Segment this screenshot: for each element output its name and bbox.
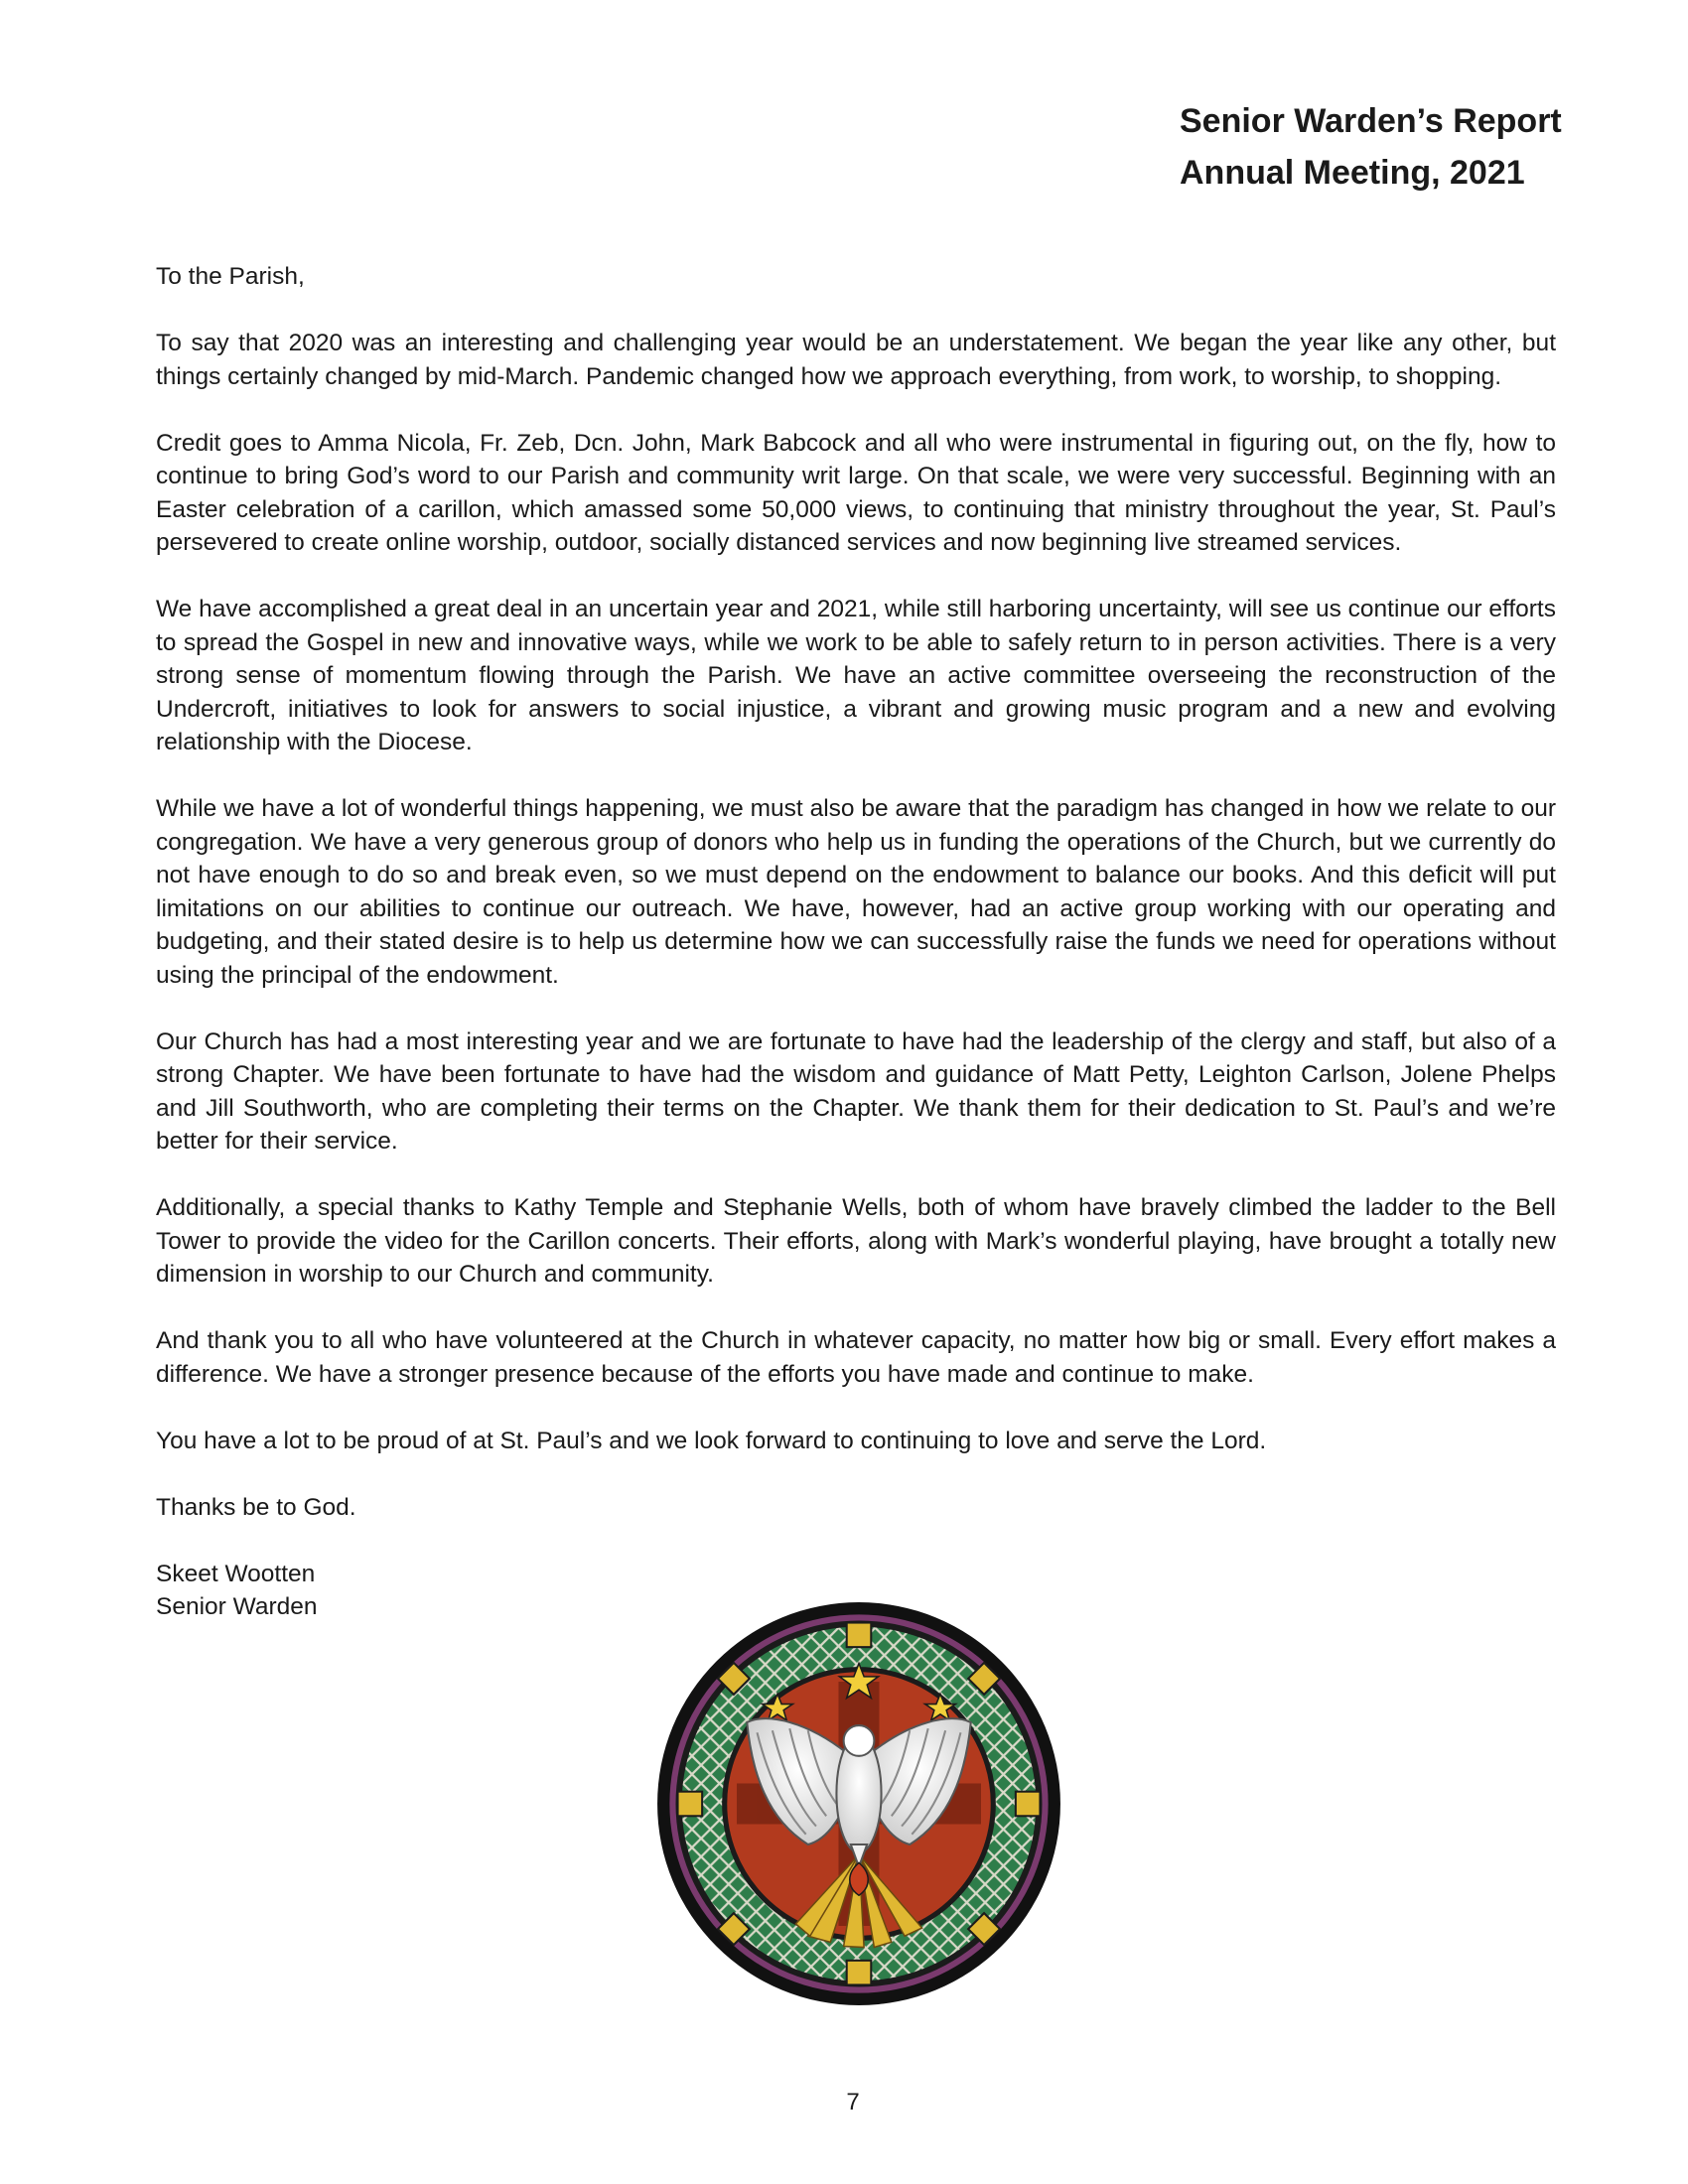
paragraph: And thank you to all who have volunteered at the Church in whatever capacity, no matter how big or small. Every effort makes a difference. We have a stronger presence because of the efforts you have made and continue to make. [156, 1327, 1556, 1388]
report-subtitle: Annual Meeting, 2021 [1180, 154, 1525, 192]
page-number: 7 [846, 2089, 860, 2116]
paragraph: You have a lot to be proud of at St. Paul’s and we look forward to continuing to love and serve the Lord. [156, 1427, 1267, 1454]
paragraph: We have accomplished a great deal in an uncertain year and 2021, while still harboring uncertainty, will see us continue our efforts to spread the Gospel in new and innovative ways, while we work to be able to safely return to in person activities. There is a very strong sense of momentum flowing through the Parish. We have an active committee overseeing the reconstruction of the Undercroft, initiatives to look for answers to social injustice, a vibrant and growing music program and a new and evolving relationship with the Diocese. [156, 596, 1556, 755]
signature-name: Skeet Wootten [156, 1560, 316, 1587]
paragraph: Credit goes to Amma Nicola, Fr. Zeb, Dcn. John, Mark Babcock and all who were instrumental in figuring out, on the fly, how to continue to bring God’s word to our Parish and community writ large. On that scale, we were very successful. Beginning with an Easter celebration of a carillon, which amassed some 50,000 views, to continuing that ministry throughout the year, St. Paul’s persevered to create online worship, outdoor, socially distanced services and now beginning live streamed services. [156, 429, 1556, 556]
paragraph: While we have a lot of wonderful things happening, we must also be aware that the paradigm has changed in how we relate to our congregation. We have a very generous group of donors who help us in funding the operations of the Church, but we currently do not have enough to do so and break even, so we must depend on the endowment to balance our books. And this deficit will put limitations on our abilities to continue our outreach. We have, however, had an active group working with our operating and budgeting, and their stated desire is to help us determine how we can successfully raise the funds we need for operations without using the principal of the endowment. [156, 795, 1556, 989]
dove-stained-glass-icon [655, 1600, 1062, 2007]
paragraph: To say that 2020 was an interesting and challenging year would be an understatement. We began the year like any other, but things certainly changed by mid-March. Pandemic changed how we approach everything, from work, to worship, to shopping. [156, 330, 1556, 390]
closing: Thanks be to God. [156, 1493, 356, 1521]
report-header [1180, 95, 1656, 199]
paragraph: Our Church has had a most interesting year and we are fortunate to have had the leadership of the clergy and staff, but also of a strong Chapter. We have been fortunate to have had the wisdom and guidance of Matt Petty, Leighton Carlson, Jolene Phelps and Jill Southworth, who are completing their terms on the Chapter. We thank them for their dedication to St. Paul’s and we’re better for their service. [156, 1027, 1556, 1155]
letter-body [156, 260, 1556, 1624]
report-title: Senior Warden’s Report [1180, 102, 1562, 140]
salutation: To the Parish, [156, 263, 305, 290]
paragraph: Additionally, a special thanks to Kathy Temple and Stephanie Wells, both of whom have bravely climbed the ladder to the Bell Tower to provide the video for the Carillon concerts. Their efforts, along with Mark’s wonderful playing, have brought a totally new dimension in worship to our Church and community. [156, 1194, 1556, 1288]
signature-title: Senior Warden [156, 1593, 318, 1620]
